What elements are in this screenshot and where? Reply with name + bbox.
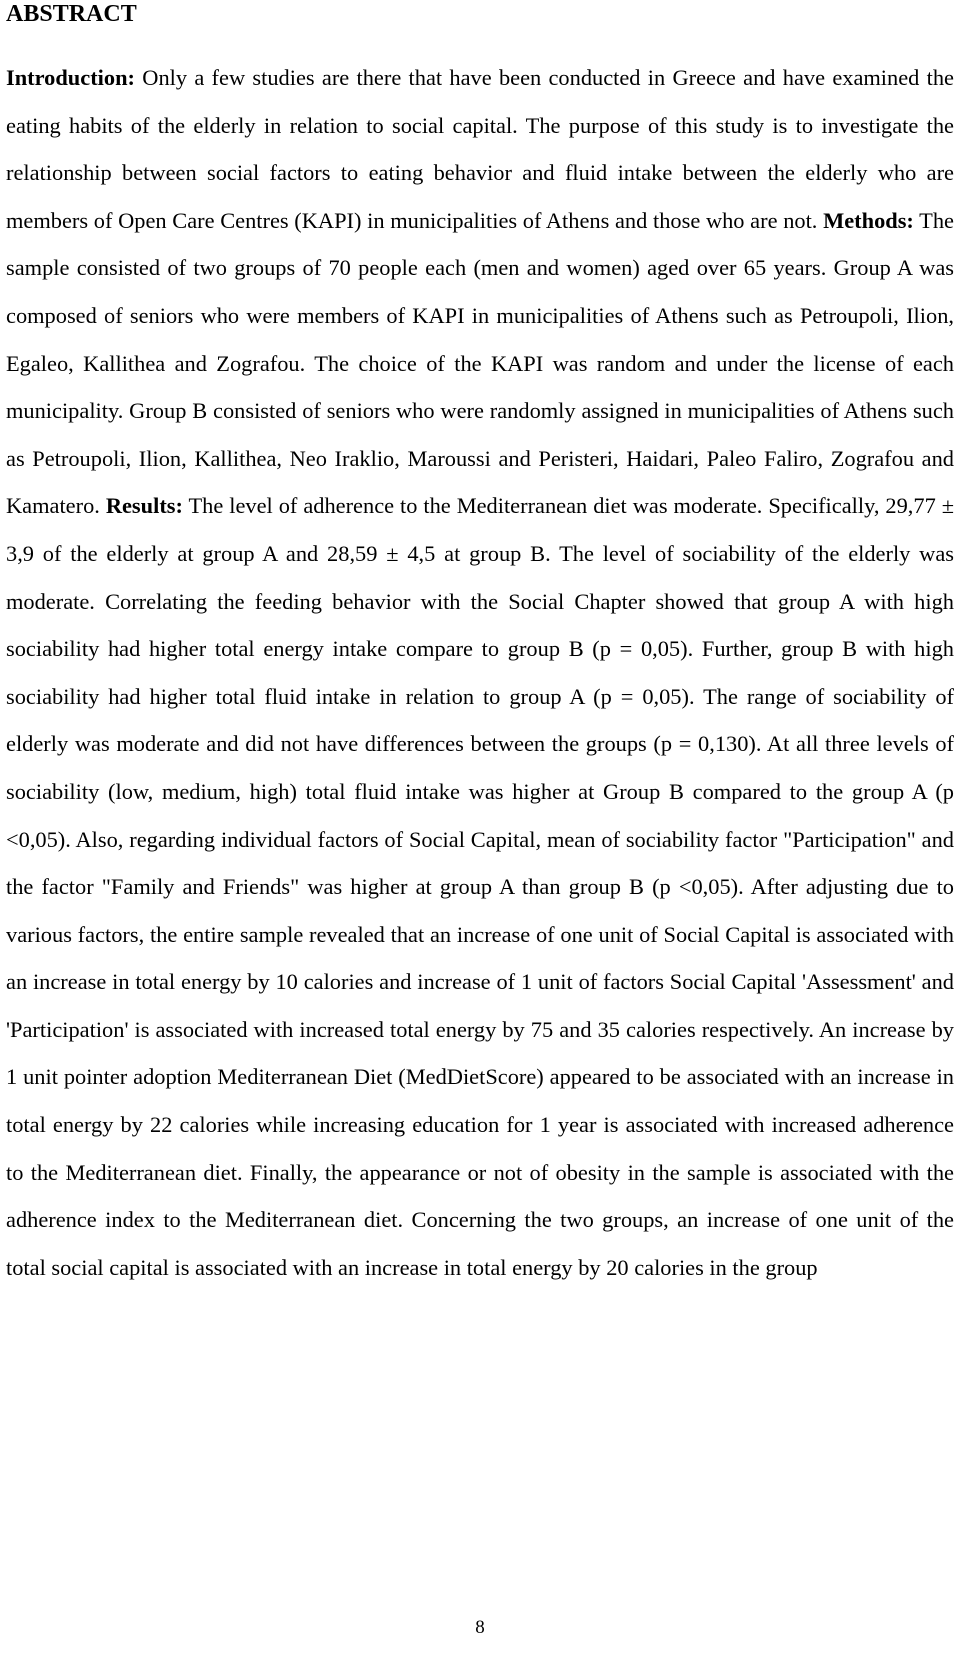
- results-text: The level of adherence to the Mediterranean diet was moderate. Specifically, 29,77 ± 3,9 of the elderly at group A and 28,59 ± 4,5 at group B. The level of sociability of the elderly was moderate. Correlating the feeding behavior with the Social Chapter showed that group A with high sociability had higher total energy intake compare to group B (p = 0,05). Further, group B with high sociability had higher total fluid intake in relation to group A (p = 0,05). The range of sociability of elderly was moderate and did not have differences between the groups (p = 0,130). At all three levels of sociability (low, medium, high) total fluid intake was higher at Group B compared to the group A (p <0,05). Also, regarding individual factors of Social Capital, mean of sociability factor "Participation" and the factor "Family and Friends" was higher at group A than group B (p <0,05). After adjusting due to various factors, the entire sample revealed that an increase of one unit of Social Capital is associated with an increase in total energy by 10 calories and increase of 1 unit of factors Social Capital 'Assessment' and 'Participation' is associated with increased total energy by 75 and 35 calories respectively. An increase by 1 unit pointer adoption Mediterranean Diet (MedDietScore) appeared to be associated with an increase in total energy by 22 calories while increasing education for 1 year is associated with increased adherence to the Mediterranean diet. Finally, the appearance or not of obesity in the sample is associated with the adherence index to the Mediterranean diet. Concerning the two groups, an increase of one unit of the total social capital is associated with an increase in total energy by 20 calories in the group: [6, 493, 955, 1280]
- abstract-body: [6, 54, 954, 1291]
- introduction-label: Introduction:: [6, 65, 135, 90]
- methods-text: The sample consisted of two groups of 70 people each (men and women) aged over 65 years. Group A was composed of seniors who were members of KAPI in municipalities of Athens such as Petroupoli, Ilion, Egaleo, Kallithea and Zografou. The choice of the KAPI was random and under the license of each municipality. Group B consisted of seniors who were randomly assigned in municipalities of Athens such as Petroupoli, Ilion, Kallithea, Neo Iraklio, Maroussi and Peristeri, Haidari, Paleo Faliro, Zografou and Kamatero.: [6, 207, 954, 519]
- introduction-text: Only a few studies are there that have been conducted in Greece and have examined the eating habits of the elderly in relation to social capital. The purpose of this study is to investigate the relationship between social factors to eating behavior and fluid intake between the elderly who are members of Open Care Centres (KAPI) in municipalities of Athens and those who are not.: [6, 65, 954, 233]
- abstract-heading: ABSTRACT: [6, 1, 137, 27]
- page-number: 8: [475, 1617, 485, 1638]
- methods-label: Methods:: [823, 207, 914, 233]
- results-label: Results:: [105, 493, 183, 519]
